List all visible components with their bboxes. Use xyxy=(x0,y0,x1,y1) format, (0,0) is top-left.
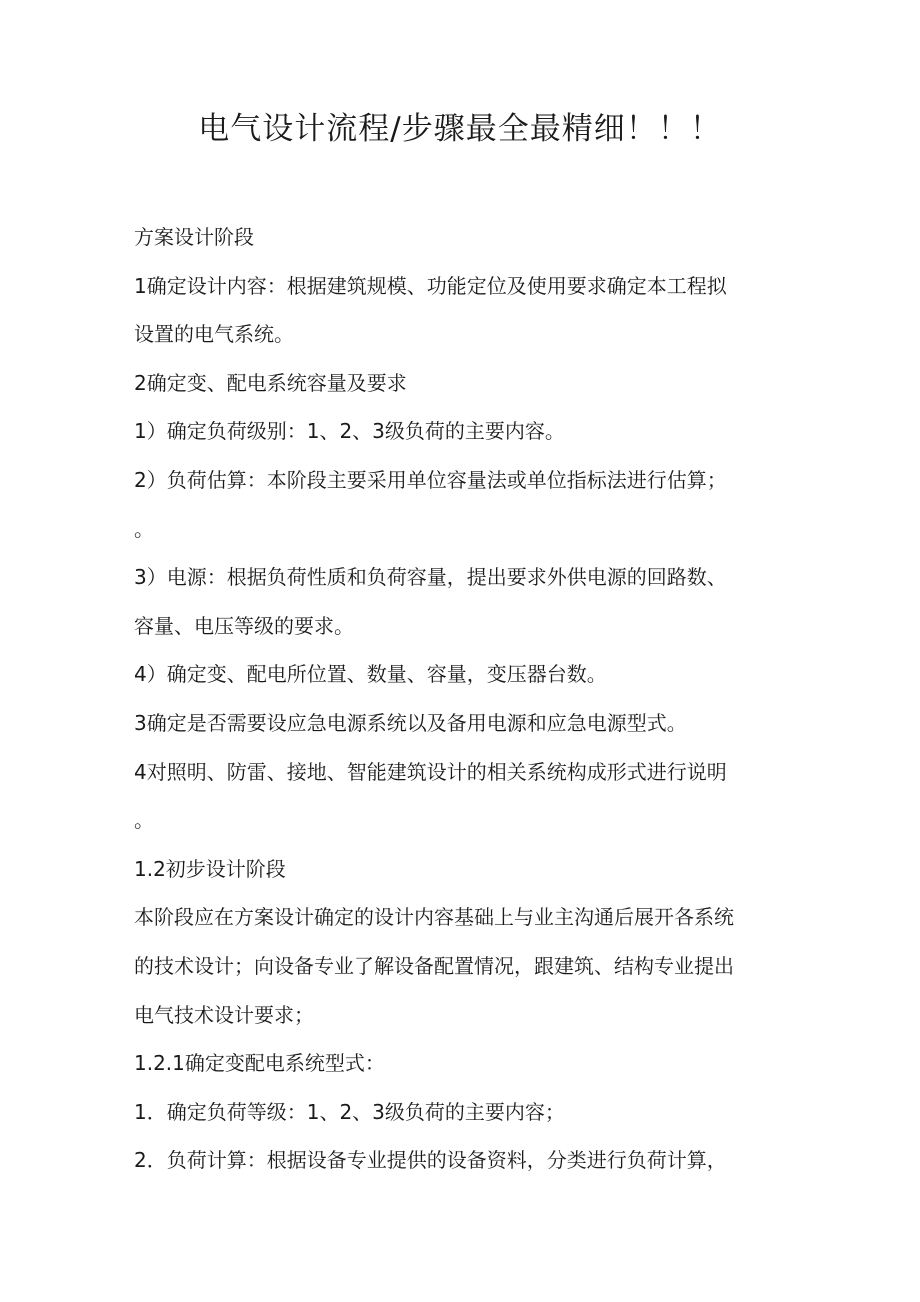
document-title: 电气设计流程/步骤最全最精细！！！ xyxy=(198,111,722,147)
text-line: 方案设计阶段 xyxy=(134,225,254,249)
text-line: 2）负荷估算：本阶段主要采用单位容量法或单位指标法进行估算； xyxy=(134,467,727,492)
text-line: 3）电源：根据负荷性质和负荷容量，提出要求外供电源的回路数、 xyxy=(134,565,727,590)
text-line: 3确定是否需要设应急电源系统以及备用电源和应急电源型式。 xyxy=(134,710,687,735)
text-line: 2确定变、配电系统容量及要求 xyxy=(134,370,407,395)
text-line: 1.2.1确定变配电系统型式： xyxy=(134,1051,385,1076)
text-line: 。 xyxy=(134,516,154,541)
text-line: 1.2初步设计阶段 xyxy=(134,856,286,881)
text-line: 。 xyxy=(134,808,154,833)
document-body xyxy=(134,213,794,1185)
text-line: 4对照明、防雷、接地、智能建筑设计的相关系统构成形式进行说明 xyxy=(134,759,727,784)
text-line: 1确定设计内容：根据建筑规模、功能定位及使用要求确定本工程拟 xyxy=(134,273,727,298)
text-line: 本阶段应在方案设计确定的设计内容基础上与业主沟通后展开各系统 xyxy=(134,905,734,930)
text-line: 设置的电气系统。 xyxy=(134,322,294,347)
text-line: 2．负荷计算：根据设备专业提供的设备资料，分类进行负荷计算， xyxy=(134,1148,727,1173)
text-line: 1．确定负荷等级：1、2、3级负荷的主要内容； xyxy=(134,1099,565,1124)
text-line: 电气技术设计要求； xyxy=(134,1002,314,1027)
text-line: 4）确定变、配电所位置、数量、容量，变压器台数。 xyxy=(134,662,607,687)
text-line: 容量、电压等级的要求。 xyxy=(134,613,354,638)
text-line: 1）确定负荷级别：1、2、3级负荷的主要内容。 xyxy=(134,419,565,444)
text-line: 的技术设计；向设备专业了解设备配置情况，跟建筑、结构专业提出 xyxy=(134,953,734,978)
